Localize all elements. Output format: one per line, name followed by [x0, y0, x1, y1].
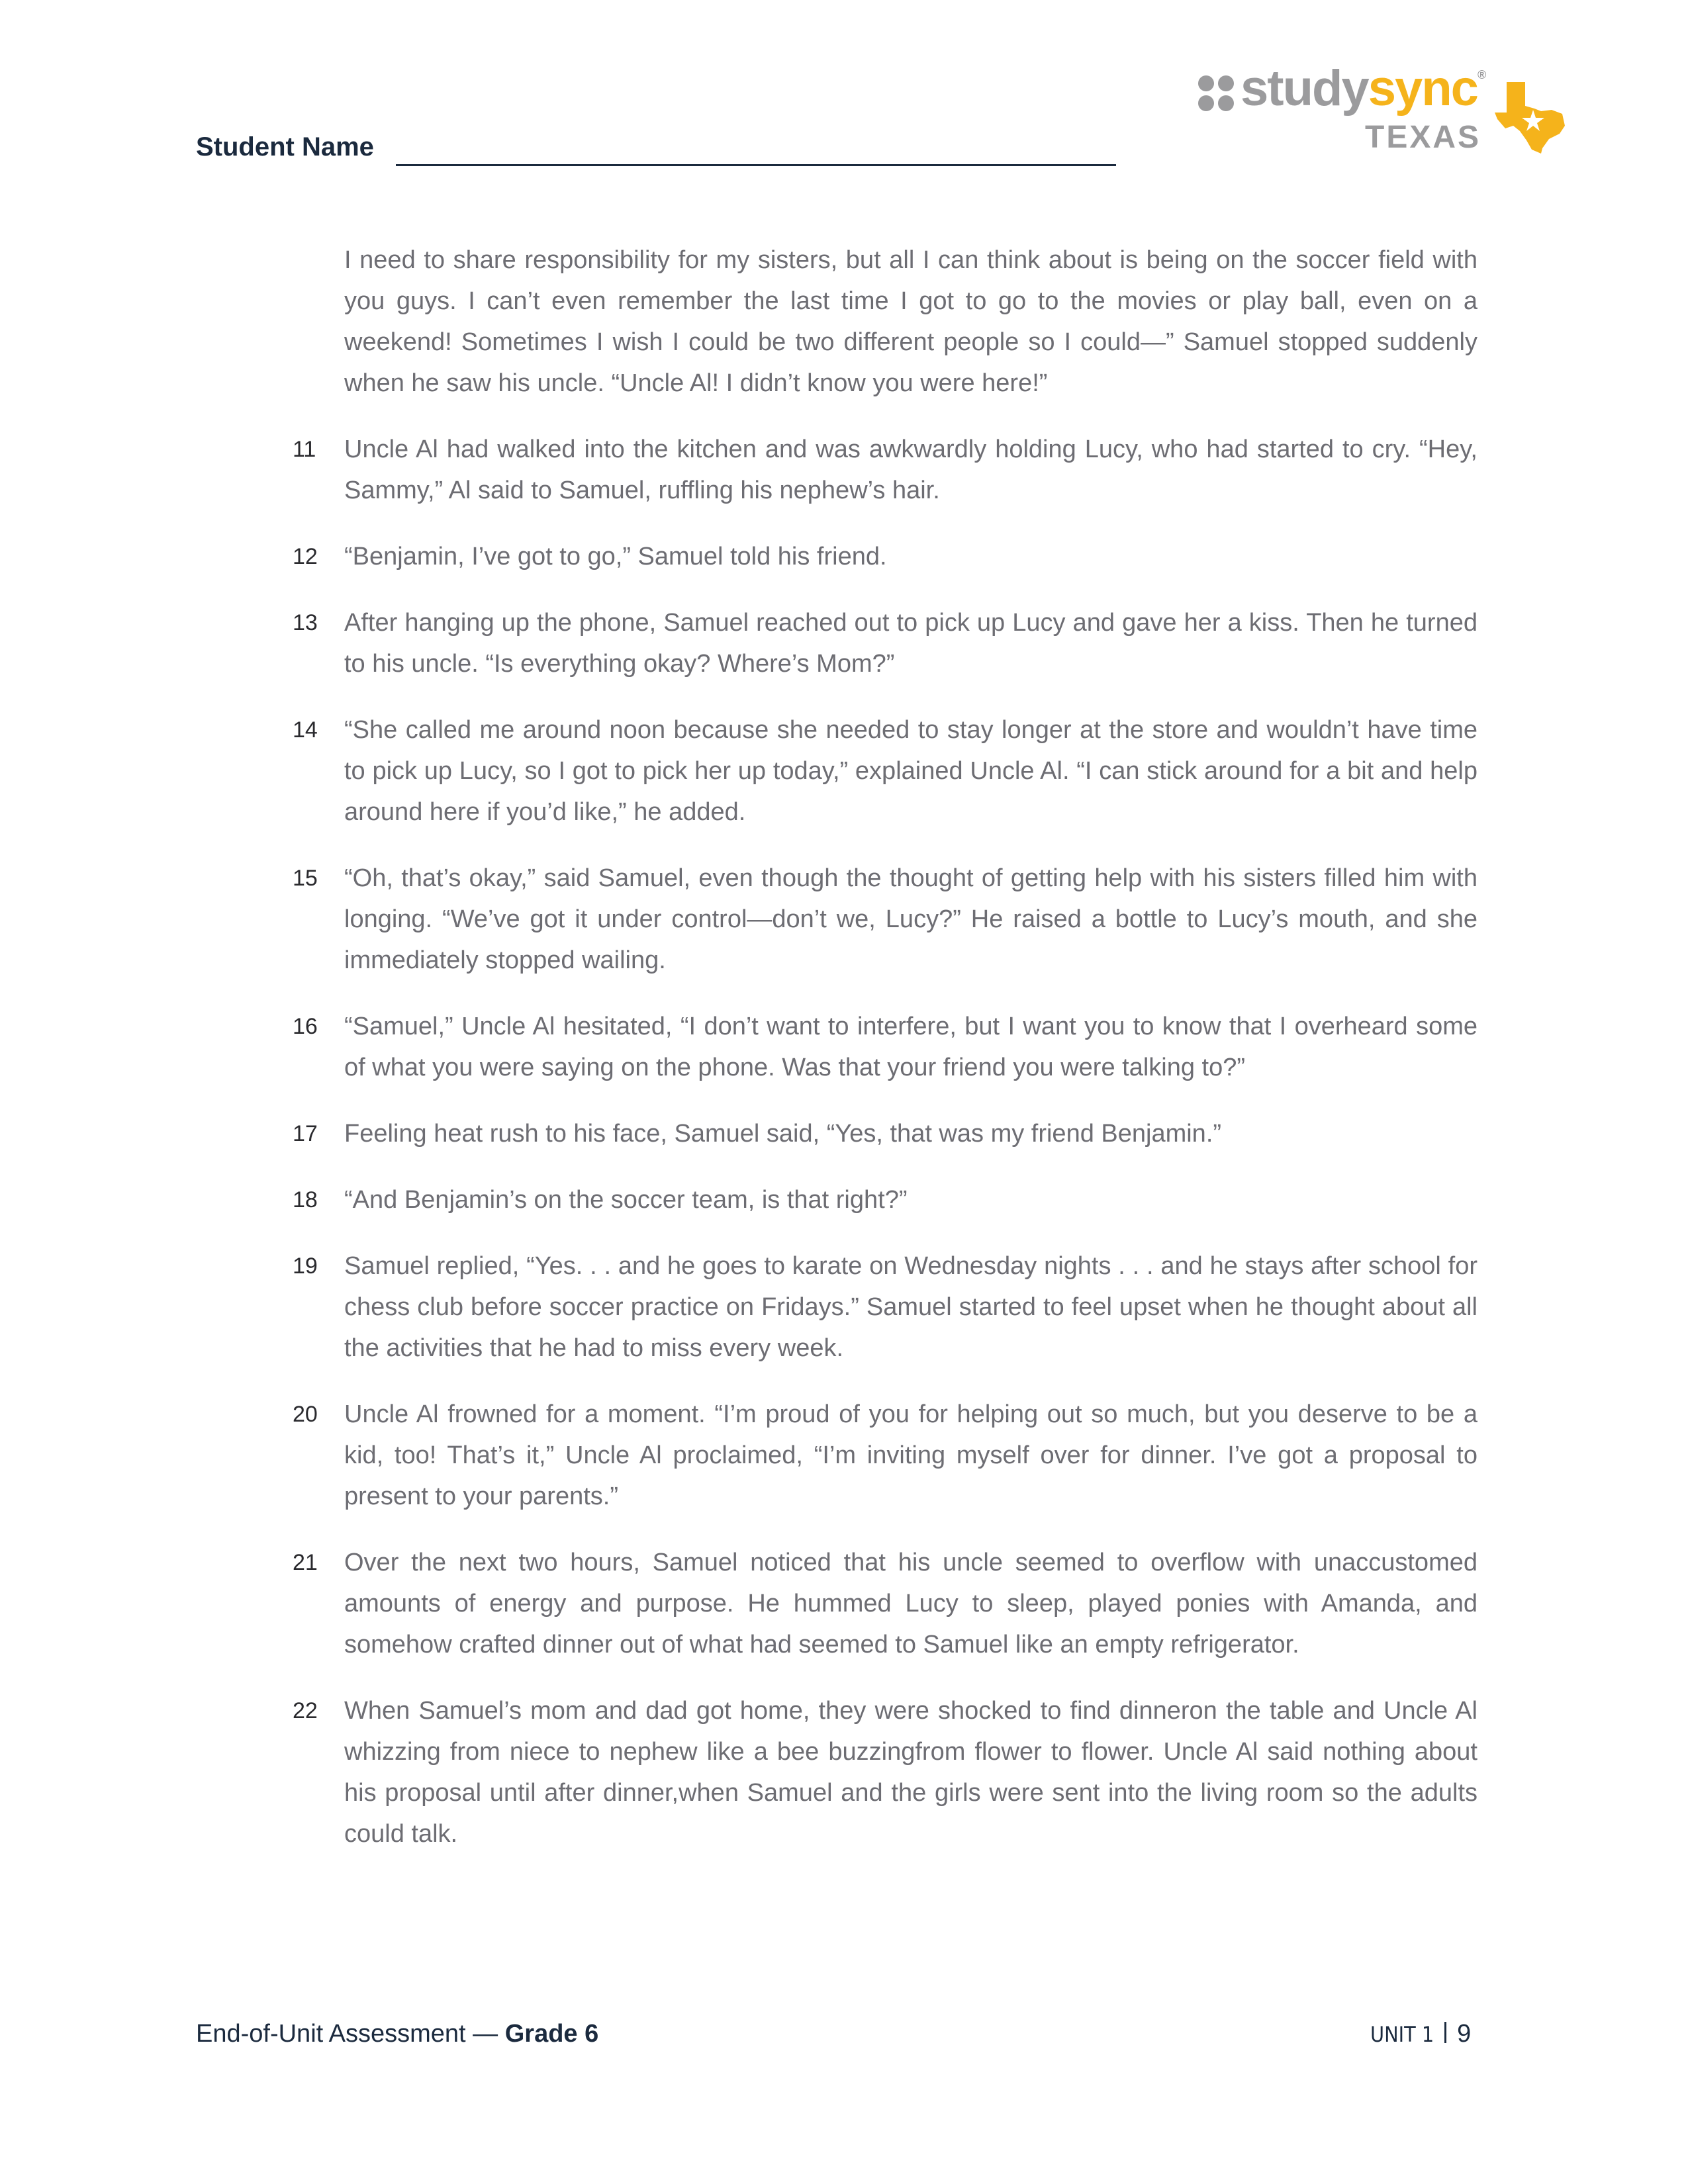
paragraph-number: 14 [293, 717, 318, 743]
paragraph: 11 Uncle Al had walked into the kitchen and was awkwardly holding Lucy, who had started to cry. “Hey, Sammy,” Al said to Samuel, ruffling his nephew’s hair. [293, 429, 1477, 511]
paragraph-number: 20 [293, 1402, 318, 1427]
footer-grade: Grade 6 [504, 2020, 599, 2048]
paragraph-number: 21 [293, 1550, 318, 1575]
studysync-texas-logo [1198, 60, 1569, 161]
paragraph: 16 “Samuel,” Uncle Al hesitated, “I don’t want to interfere, but I want you to know that I overheard some of what you were saying on the phone. Was that your friend you were talking to?” [293, 1006, 1477, 1088]
paragraph: 14 “She called me around noon because she needed to stay longer at the store and wouldn’t have time to pick up Lucy, so I got to pick her up today,” explained Uncle Al. “I can stick around for a bit and help around here if you’d like,” he added. [293, 709, 1477, 833]
student-name-label: Student Name [196, 132, 374, 161]
paragraph-number: 22 [293, 1698, 318, 1723]
passage [293, 240, 1477, 1880]
footer-unit: UNIT 1 [1370, 2022, 1434, 2047]
paragraph-number: 19 [293, 1253, 318, 1279]
paragraph: 20 Uncle Al frowned for a moment. “I’m proud of you for helping out so much, but you deserve to be a kid, too! That’s it,” Uncle Al proclaimed, “I’m inviting myself over for dinner. I’ve got a proposal to present to your parents.” [293, 1394, 1477, 1517]
paragraph: 18 “And Benjamin’s on the soccer team, is that right?” [293, 1179, 1477, 1220]
paragraph: 22 When Samuel’s mom and dad got home, they were shocked to find dinneron the table and Uncle Al whizzing from niece to nephew like a bee buzzingfrom flower to flower. Uncle Al said nothing about his proposal until after dinner,when Samuel and the girls were sent into the living room so the adults could talk. [293, 1690, 1477, 1854]
paragraph: 15 “Oh, that’s okay,” said Samuel, even though the thought of getting help with his sisters filled him with longing. “We’ve got it under control—don’t we, Lucy?” He raised a bottle to Lucy’s mouth, and she immediately stopped wailing. [293, 858, 1477, 981]
four-dots-icon [1198, 75, 1235, 113]
paragraph: 19 Samuel replied, “Yes. . . and he goes to karate on Wednesday nights . . . and he stays after school for chess club before soccer practice on Fridays.” Samuel started to feel upset when he thought about all the activities that he had to miss every week. [293, 1246, 1477, 1369]
paragraph: 13 After hanging up the phone, Samuel reached out to pick up Lucy and gave her a kiss. Then he turned to his uncle. “Is everything okay? Where’s Mom?” [293, 602, 1477, 684]
paragraph-number: 13 [293, 610, 318, 635]
texas-star-icon [1493, 79, 1569, 154]
paragraph: 21 Over the next two hours, Samuel noticed that his uncle seemed to overflow with unaccustomed amounts of energy and purpose. He hummed Lucy to sleep, played ponies with Amanda, and somehow crafted dinner out of what had seemed to Samuel like an empty refrigerator. [293, 1542, 1477, 1665]
passage-continuation: I need to share responsibility for my sisters, but all I can think about is being on the soccer field with you guys. I can’t even remember the last time I got to go to the movies or play ball, even on a weekend! Sometimes I wish I could be two different people so I could—” Samuel stopped suddenly when he saw his uncle. “Uncle Al! I didn’t know you were here!” [344, 246, 1477, 397]
student-name-line [396, 164, 1116, 166]
page-number: 9 [1457, 2020, 1472, 2048]
paragraph: 17 Feeling heat rush to his face, Samuel said, “Yes, that was my friend Benjamin.” [293, 1113, 1477, 1154]
logo-state: TEXAS [1365, 120, 1481, 155]
paragraph-number: 16 [293, 1014, 318, 1039]
footer-page-info [1370, 2020, 1471, 2048]
paragraph-number: 18 [293, 1187, 318, 1212]
paragraph-number: 11 [293, 437, 316, 462]
logo-wordmark: studysync® [1241, 60, 1485, 116]
footer-divider [1444, 2022, 1446, 2043]
footer-assessment: End-of-Unit Assessment — Grade 6 [196, 2020, 599, 2048]
paragraph-number: 17 [293, 1121, 318, 1146]
paragraph: 12 “Benjamin, I’ve got to go,” Samuel told his friend. [293, 536, 1477, 577]
paragraph-number: 15 [293, 866, 318, 891]
paragraph-number: 12 [293, 544, 318, 569]
